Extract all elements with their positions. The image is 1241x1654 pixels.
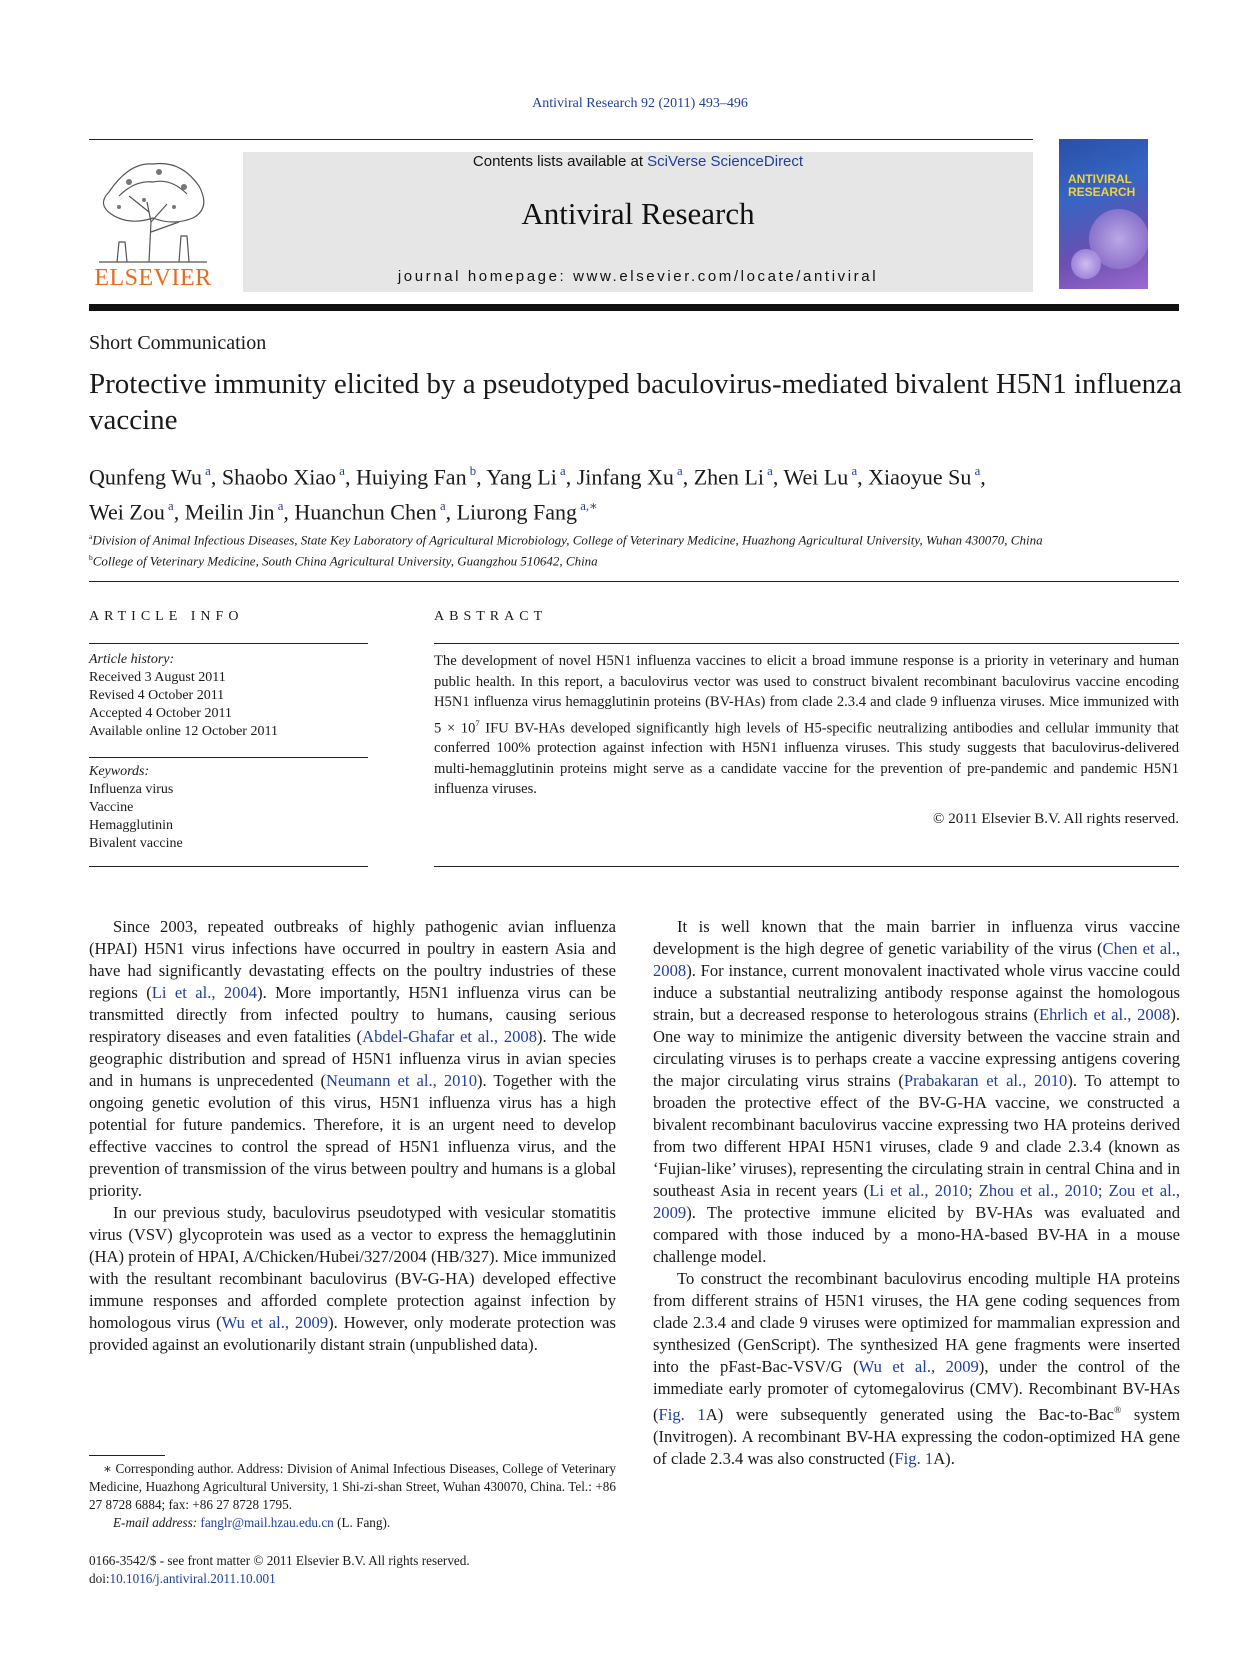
body-text: To construct the recombinant baculovirus encoding multiple HA proteins from different strains of H5N1 viruses, the HA gene coding sequences from clade 2.3.4 and clade 9 viruses were optimized for mammalian expression and synthesized (GenScript). The synthesized HA gene fragments were inserted into the pFast-Bac-VSV/G ( (653, 1269, 1180, 1376)
article-type: Short Communication (89, 332, 267, 354)
author-name: Xiaoyue Su (868, 464, 972, 490)
affiliation (89, 528, 1184, 549)
affiliation-key: b (89, 552, 93, 562)
author-affiliation-marker[interactable]: b (466, 464, 477, 478)
email-suffix: (L. Fang). (333, 1515, 391, 1530)
body-text: A) were subsequently generated using the Bac-to-Bac (705, 1405, 1114, 1425)
author-name: Meilin Jin (184, 499, 275, 525)
top-rule (89, 139, 1033, 140)
body-paragraph (653, 1268, 1180, 1470)
body-text: A). (933, 1449, 955, 1469)
header-divider (89, 304, 1179, 311)
abstract-heading: ABSTRACT (434, 609, 548, 624)
journal-cover-image (1059, 139, 1148, 289)
cover-virus-graphic (1071, 249, 1101, 279)
journal-homepage[interactable]: journal homepage: www.elsevier.com/locate/antiviral (397, 268, 879, 285)
author-affiliation-marker[interactable]: a (848, 464, 858, 478)
keyword: Bivalent vaccine (89, 836, 183, 851)
body-text: ). Together with the ongoing genetic evolution of this virus, H5N1 influenza virus has a high potential for future pandemics. Therefore, it is an urgent need to develop effective vaccines to control the spread of H5N1 influenza virus, and the prevention of transmission of the virus between poultry and humans is a global priority. (89, 1071, 616, 1200)
history-label: Article history: (89, 652, 175, 667)
abstract-part: The development of novel H5N1 influenza vaccines to elicit a broad immune response is a priority in veterinary and human public health. In this report, a baculovirus vector was used to construct bivalent recombinant baculovirus vaccine encoding H5N1 influenza virus hemagglutinin proteins (BV-HAs) from clade 2.3.4 and clade 9 influenza viruses. Mice immunized with 5 × 10 (434, 653, 1179, 736)
citation-link[interactable]: Wu et al., 2009 (221, 1313, 329, 1332)
author-affiliation-marker[interactable]: a (201, 464, 211, 478)
history-item: Received 3 August 2011 (89, 670, 226, 685)
footnote-text: Corresponding author. Address: Division of Animal Infectious Diseases, College of Veterinary Medicine, Huazhong Agricultural University, 1 Shi-zi-shan Street, Wuhan 430070, China. Tel.: +86 27 8728 6884; fax: +86 27 8728 1795. (89, 1461, 616, 1512)
front-matter (89, 1552, 689, 1588)
keyword: Hemagglutinin (89, 818, 173, 833)
abstract-exponent: 7 (475, 717, 480, 728)
author-affiliation-marker[interactable]: a (164, 498, 174, 513)
footnote-star: ∗ (103, 1461, 112, 1476)
author-affiliation-marker[interactable]: a (336, 464, 345, 478)
corresponding-author-footnote (89, 1460, 616, 1532)
email-label: E-mail address: (113, 1515, 201, 1530)
author-affiliation-marker[interactable]: a (763, 464, 773, 478)
author-name: Jinfang Xu (576, 464, 674, 490)
author-name: Wei Lu (783, 464, 849, 490)
author-name: Yang Li (486, 464, 557, 490)
contents-line (243, 152, 1033, 172)
body-text: ), under the control of the immediate early promoter of cytomegalovirus (CMV). Recombinant BV-HAs ( (653, 1357, 1180, 1425)
affiliation-key: a (89, 532, 93, 541)
article-info-heading: ARTICLE INFO (89, 609, 244, 624)
elsevier-logo (89, 152, 217, 292)
doi-link[interactable]: 10.1016/j.antiviral.2011.10.001 (109, 1571, 276, 1586)
body-text: ). The wide geographic distribution and spread of H5N1 influenza virus in avian species and in humans is unprecedented ( (89, 1027, 617, 1090)
body-text: ). One way to minimize the antigenic diversity between the vaccine strain and circulating viruses is to perhaps create a vaccine expressing antigens covering the major circulating virus strains ( (653, 1005, 1180, 1090)
body-column-left (89, 916, 616, 1356)
divider (89, 581, 1179, 582)
affiliations (89, 528, 1184, 569)
history-item: Available online 12 October 2011 (89, 724, 278, 739)
divider (89, 757, 368, 758)
body-text: system (Invitrogen). A recombinant BV-HA expressing the codon-optimized HA gene of clade 2.3.4 was also constructed ( (653, 1405, 1181, 1469)
author-name: Liurong Fang (456, 499, 577, 525)
keyword: Vaccine (89, 800, 134, 815)
author-affiliation-marker[interactable]: a (971, 464, 981, 478)
contents-prefix: Contents lists available at (472, 153, 648, 170)
citation-link[interactable]: Neumann et al., 2010 (325, 1071, 478, 1090)
author-affiliation-marker[interactable]: a (274, 498, 284, 513)
author-affiliation-marker[interactable]: a (673, 464, 683, 478)
body-text: ). However, only moderate protection was provided against an evolutionarily distant strain (unpublished data). (89, 1313, 616, 1354)
citation-link[interactable]: Prabakaran et al., 2010 (903, 1071, 1068, 1090)
citation-link[interactable]: Abdel-Ghafar et al., 2008 (362, 1027, 538, 1046)
journal-masthead (243, 152, 1033, 292)
citation-link[interactable]: Li et al., 2004 (151, 983, 258, 1002)
author-name: Wei Zou (89, 499, 165, 525)
cover-title: ANTIVIRAL RESEARCH (1068, 172, 1136, 199)
elsevier-wordmark: ELSEVIER (94, 265, 212, 291)
copyright-notice: © 2011 Elsevier B.V. All rights reserved. (933, 811, 1179, 827)
citation-link[interactable]: Fig. 1 (894, 1449, 934, 1469)
author-list: Qunfeng Wu $^a$, Shaobo Xiao $^a$, Huiying Fan $^b$, Yang Li $^a$, Jinfang Xu $^a$, Zhen Li $^a$, Wei Lu $^a$, Xiaoyue Su $^a$, Wei Zou $^a$, Meilin Jin $^a$, Huanchun Chen $^a$, Liurong Fang $^{a,∗}$ (89, 464, 986, 525)
body-text: ). The protective immune elicited by BV-HAs was evaluated and compared with those induced by a mono-HA-based BV-HA in a mouse challenge model. (653, 1203, 1180, 1266)
author-affiliation-marker[interactable]: a,∗ (577, 498, 598, 513)
author-name: Zhen Li (693, 464, 764, 490)
divider (89, 643, 368, 644)
email-link[interactable]: fanglr@mail.hzau.edu.cn (200, 1515, 334, 1530)
elsevier-tree-icon (89, 152, 217, 264)
article-title: Protective immunity elicited by a pseudotyped baculovirus-mediated bivalent H5N1 influenza vaccine (89, 368, 1182, 436)
affiliation (89, 549, 1184, 570)
body-text: ). For instance, current monovalent inactivated whole virus vaccine could induce a substantial neutralizing antibody response against the homologous strain, but a decreased response to heterologous strains ( (653, 961, 1180, 1024)
author-name: Shaobo Xiao (221, 464, 337, 490)
body-text: Since 2003, repeated outbreaks of highly pathogenic avian influenza (HPAI) H5N1 virus infections have occurred in poultry in eastern Asia and have had significantly devastating effects on the poultry industries of these regions ( (89, 917, 616, 1002)
history-item: Revised 4 October 2011 (89, 688, 225, 703)
body-paragraph (89, 916, 616, 1202)
divider (89, 866, 368, 867)
body-text: It is well known that the main barrier in influenza virus vaccine development is the high degree of genetic variability of the virus ( (653, 917, 1180, 958)
body-column-right (653, 916, 1180, 1470)
history-item: Accepted 4 October 2011 (89, 706, 232, 721)
author-affiliation-marker[interactable]: a (556, 464, 566, 478)
author-name: Huiying Fan (355, 464, 467, 490)
body-text: In our previous study, baculovirus pseudotyped with vesicular stomatitis virus (VSV) glycoprotein was used as a vector to express the hemagglutinin (HA) protein of HPAI, A/Chicken/Hubei/327/2004 (HB/327). Mice immunized with the resultant recombinant baculovirus (BV-G-HA) developed effective immune responses and afforded complete protection against infection by homologous virus ( (89, 1203, 616, 1332)
author-name: Huanchun Chen (294, 499, 437, 525)
author-name: Qunfeng Wu (89, 464, 202, 490)
divider (434, 643, 1179, 644)
article-history (89, 651, 368, 741)
citation-link[interactable]: Li et al., 2010; Zhou et al., 2010; Zou et al., 2009 (653, 1181, 1180, 1222)
sciencedirect-link[interactable]: SciVerse ScienceDirect (647, 153, 804, 170)
keyword: Influenza virus (89, 782, 174, 797)
author-affiliation-marker[interactable]: a (436, 498, 446, 513)
issn-line: 0166-3542/$ - see front matter © 2011 Elsevier B.V. All rights reserved. (89, 1553, 470, 1568)
divider (434, 866, 1179, 867)
abstract-part: IFU BV-HAs developed significantly high levels of H5-specific neutralizing antibodies and cellular immunity that conferred 100% protection against infection with H5N1 influenza viruses. This study suggests that baculovirus-delivered multi-hemagglutinin proteins might serve as a candidate vaccine for the prevention of pre-pandemic and pandemic H5N1 influenza viruses. (434, 719, 1179, 798)
affiliation-text: Division of Animal Infectious Diseases, State Key Laboratory of Agricultural Microbiology, College of Veterinary Medicine, Huazhong Agricultural University, Wuhan 430070, China (92, 532, 1043, 548)
registered-mark: ® (1114, 1405, 1122, 1416)
keywords-label: Keywords: (89, 764, 150, 779)
body-text: ). More importantly, H5N1 influenza virus can be transmitted directly from infected poultry to humans, causing serious respiratory diseases and even fatalities ( (89, 983, 616, 1046)
citation-link[interactable]: Fig. 1 (658, 1405, 706, 1425)
footnote-rule (89, 1455, 165, 1456)
abstract-text (434, 651, 1179, 800)
body-text: ). To attempt to broaden the protective effect of the BV-G-HA vaccine, we constructed a bivalent recombinant baculovirus vaccine expressing two HA proteins derived from two different HPAI H5N1 viruses, clade 9 and clade 2.3.4 (known as ‘Fujian-like’ viruses), representing the circulating strain in central China and in southeast Asia in recent years ( (653, 1071, 1180, 1200)
journal-title: Antiviral Research (521, 196, 755, 231)
citation-link[interactable]: Wu et al., 2009 (858, 1357, 979, 1376)
affiliation-text: College of Veterinary Medicine, South China Agricultural University, Guangzhou 510642, China (92, 553, 598, 569)
keywords (89, 763, 368, 853)
doi-label: doi: (89, 1571, 110, 1586)
journal-reference[interactable]: Antiviral Research 92 (2011) 493–496 (532, 96, 748, 111)
citation-link[interactable]: Ehrlich et al., 2008 (1038, 1005, 1171, 1024)
body-paragraph (89, 1202, 616, 1356)
body-paragraph (653, 916, 1180, 1268)
citation-link[interactable]: Chen et al., 2008 (653, 939, 1180, 980)
